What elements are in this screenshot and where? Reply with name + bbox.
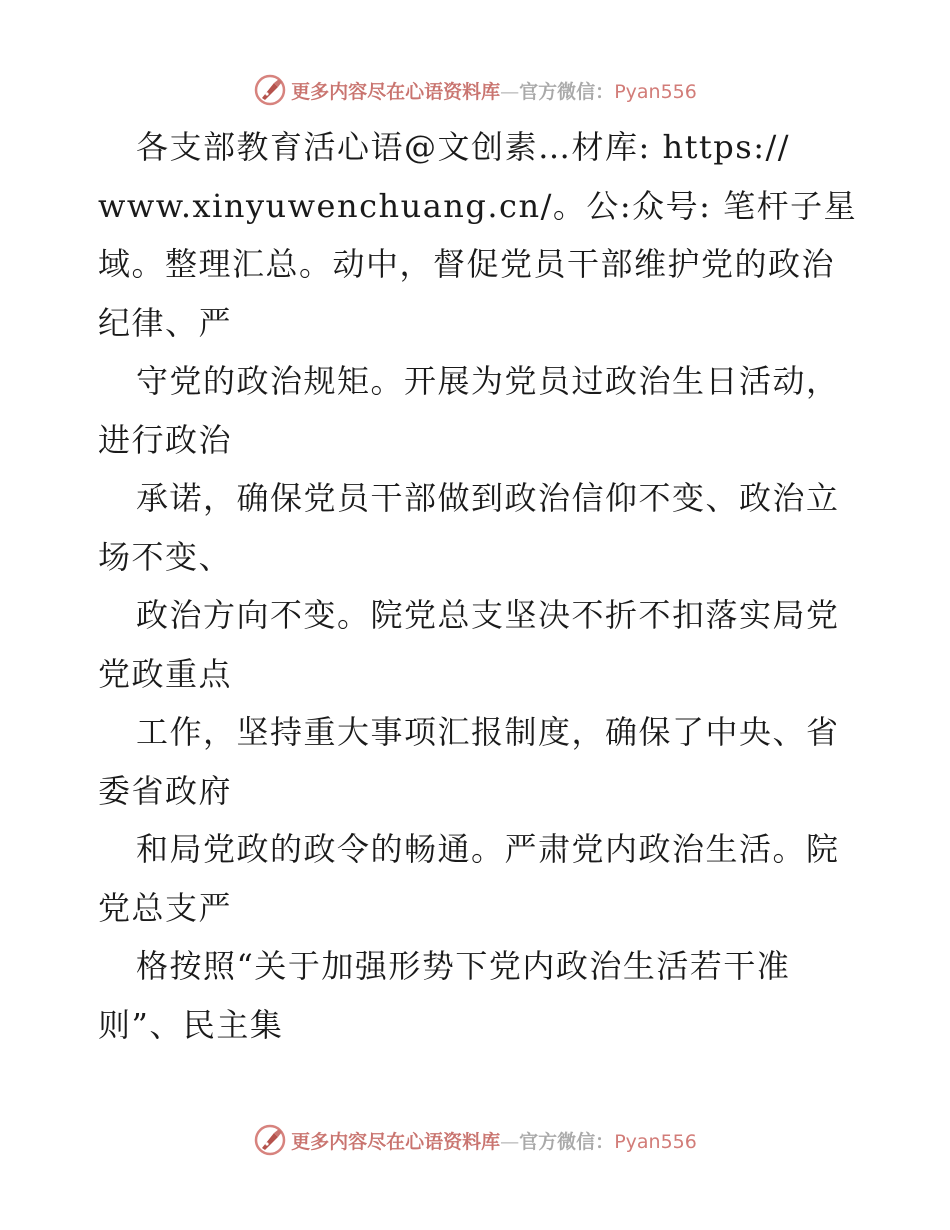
body-line: 委省政府: [98, 771, 233, 810]
banner-wechat-label: 官方微信：: [519, 1130, 615, 1153]
body-line: 和局党政的政令的畅通。严肃党内政治生活。院: [136, 830, 840, 868]
body-line: 各支部教育活心语@文创素…材库: https://: [136, 128, 791, 166]
banner-text: [291, 1127, 697, 1154]
header-banner: [0, 70, 950, 110]
body-line: 进行政治: [98, 420, 233, 459]
footer-banner: [0, 1120, 950, 1160]
body-line: 纪律、严: [98, 303, 233, 342]
body-line: 承诺，确保党员干部做到政治信仰不变、政治立: [136, 479, 840, 517]
body-line: www.xinyuwenchuang.cn/。公:众号: 笔杆子星: [98, 186, 858, 225]
body-line: 则”、民主集: [98, 1005, 284, 1044]
banner-main-text: 更多内容尽在心语资料库: [291, 1130, 501, 1153]
body-line: 党政重点: [98, 654, 233, 693]
banner-wechat-id: Pyan556: [614, 80, 697, 103]
document-body: [98, 118, 858, 1054]
pen-nib-logo-icon: [253, 1123, 287, 1157]
body-line: 场不变、: [98, 537, 233, 576]
banner-separator: —: [500, 80, 520, 103]
body-line: 域。整理汇总。动中，督促党员干部维护党的政治: [98, 245, 836, 283]
pen-nib-logo-icon: [253, 73, 287, 107]
banner-main-text: 更多内容尽在心语资料库: [291, 80, 501, 103]
banner-wechat-label: 官方微信：: [519, 80, 615, 103]
body-line: 格按照“关于加强形势下党内政治生活若干准: [136, 947, 791, 985]
banner-separator: —: [500, 1130, 520, 1153]
body-line: 工作，坚持重大事项汇报制度，确保了中央、省: [136, 713, 840, 751]
banner-wechat-id: Pyan556: [614, 1130, 697, 1153]
body-line: 守党的政治规矩。开展为党员过政治生日活动，: [136, 362, 840, 400]
banner-text: [291, 77, 697, 104]
body-line: 党总支严: [98, 888, 233, 927]
body-line: 政治方向不变。院党总支坚决不折不扣落实局党: [136, 596, 840, 634]
